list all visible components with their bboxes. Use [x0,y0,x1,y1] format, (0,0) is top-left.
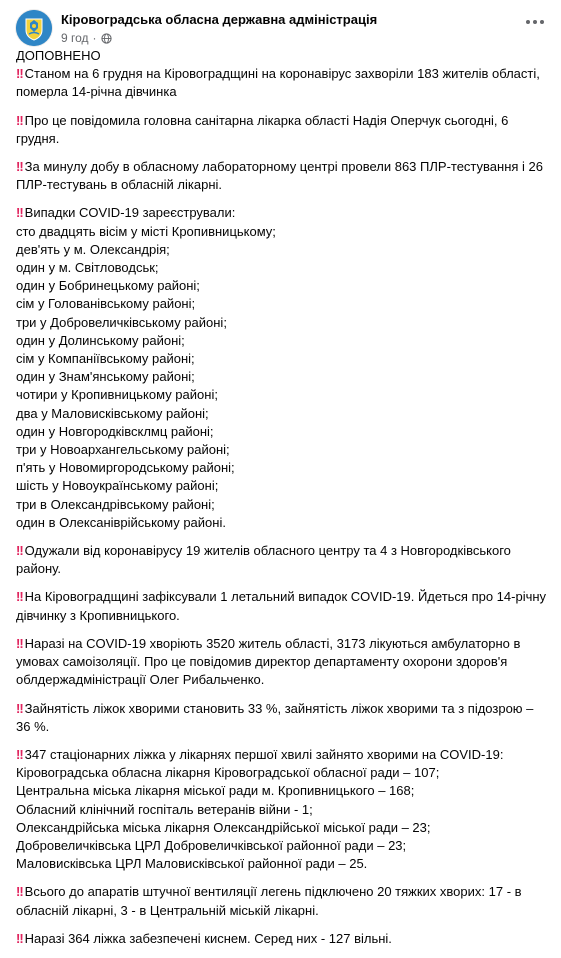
list-item: Олександрійська міська лікарня Олександрійської міської ради – 23; [16,819,431,835]
double-exclamation-icon: !! [16,746,23,762]
active-text: Наразі на COVID-19 хворіють 3520 житель області, 3173 лікуються амбулаторно в умовах самоізоляції. Про це повідомив директор департаменту охорони здоров'я облдержадміністрації Олег Рибальченко. [16,635,521,688]
para-source [16,112,551,148]
post-text [16,47,551,958]
list-item: три у Новоархангельському районі; [16,442,230,458]
author-name-link[interactable]: Кіровоградська обласна державна адміністрація [61,12,378,27]
list-item: два у Маловисківському районі; [16,405,209,421]
double-exclamation-icon: !! [16,205,23,221]
list-item: чотири у Кропивницькому районі; [16,387,218,403]
list-item: один в Олексаніврійському районі. [16,514,226,530]
recovered-text: Одужали від коронавірусу 19 жителів обласного центру та 4 з Новгородківського району. [16,543,511,577]
para-cases [16,204,551,532]
double-exclamation-icon: !! [16,589,23,605]
cases-intro-text: Випадки COVID-19 зареєстрували: [24,205,236,221]
coat-of-arms-icon[interactable] [16,10,52,46]
para-active [16,635,551,690]
list-item: сім у Голованівському районі; [16,296,196,312]
list-item: п'ять у Новомиргородському районі; [16,460,235,476]
para-tests [16,158,551,194]
cases-intro [16,204,551,222]
list-item: шість у Новоукраїнському районі; [16,478,219,494]
list-item: один у Знам'янському районі; [16,369,195,385]
double-exclamation-icon: !! [16,930,23,946]
para-death [16,588,551,624]
meta-separator: · [92,31,97,45]
beds-intro [16,746,551,764]
list-item: один у Бобринецькому районі; [16,278,200,294]
post-meta [61,31,112,45]
para-recovered [16,542,551,578]
list-item: Кіровоградська обласна лікарня Кіровоградської обласної ради – 107; [16,765,440,781]
occupancy-text: Зайнятість ліжок хворими становить 33 %, зайнятість ліжок хворими та з підозрою – 36 %. [16,700,534,734]
list-item: один у Долинському районі; [16,332,185,348]
double-exclamation-icon: !! [16,159,23,175]
double-exclamation-icon: !! [16,112,23,128]
para-occupancy [16,700,551,736]
ventilators-text: Всього до апаратів штучної вентиляції легень підключено 20 тяжких хворих: 17 - в обласній лікарні, 3 - в Центральній міській лікарні. [16,884,522,918]
list-item: сім у Компаніївському районі; [16,351,195,367]
oxygen-text: Наразі 364 ліжка забезпечені киснем. Серед них - 127 вільні. [24,930,392,946]
globe-icon[interactable] [101,33,112,44]
para-ventilators [16,883,551,919]
more-options-icon[interactable] [521,12,549,32]
list-item: три у Добровеличківському районі; [16,314,227,330]
list-item: один у Новгородківсклмц районі; [16,423,214,439]
source-text: Про це повідомила головна санітарна лікарка області Надія Оперчук сьогодні, 6 грудня. [16,112,509,146]
death-text: На Кіровоградщині зафіксували 1 летальний випадок COVID-19. Йдеться про 14-річну дівчинку з Кропивницького. [16,589,547,623]
list-item: один у м. Світловодськ; [16,260,159,276]
double-exclamation-icon: !! [16,884,23,900]
beds-intro-text: 347 стаціонарних ліжка у лікарнях першої хвилі зайнято хворими на COVID-19: [24,746,504,762]
double-exclamation-icon: !! [16,543,23,559]
list-item: Обласний клінічний госпіталь ветеранів війни - 1; [16,801,313,817]
summary-text: Станом на 6 грудня на Кіровоградщині на коронавірус захворіли 183 жителів області, померла 14-річна дівчинка [16,66,540,100]
tests-text: За минулу добу в обласному лабораторному центрі провели 863 ПЛР-тестування і 26 ПЛР-тестувань в обласній лікарні. [16,159,543,193]
list-item: Центральна міська лікарня міської ради м. Кропивницького – 168; [16,783,415,799]
double-exclamation-icon: !! [16,700,23,716]
list-item: три в Олександрівському районі; [16,496,215,512]
list-item: Добровеличківська ЦРЛ Добровеличківської районної ради – 23; [16,837,407,853]
para-summary [16,66,540,99]
post-timestamp[interactable]: 9 год [61,31,89,45]
double-exclamation-icon: !! [16,66,23,82]
header-line: ДОПОВНЕНО [16,48,101,63]
list-item: Маловисківська ЦРЛ Маловисківської районної ради – 25. [16,856,368,872]
para-beds [16,746,551,873]
list-item: дев'ять у м. Олександрія; [16,241,170,257]
double-exclamation-icon: !! [16,635,23,651]
para-intro [16,47,551,102]
list-item: сто двадцять вісім у місті Кропивницькому; [16,223,276,239]
para-oxygen [16,930,551,948]
